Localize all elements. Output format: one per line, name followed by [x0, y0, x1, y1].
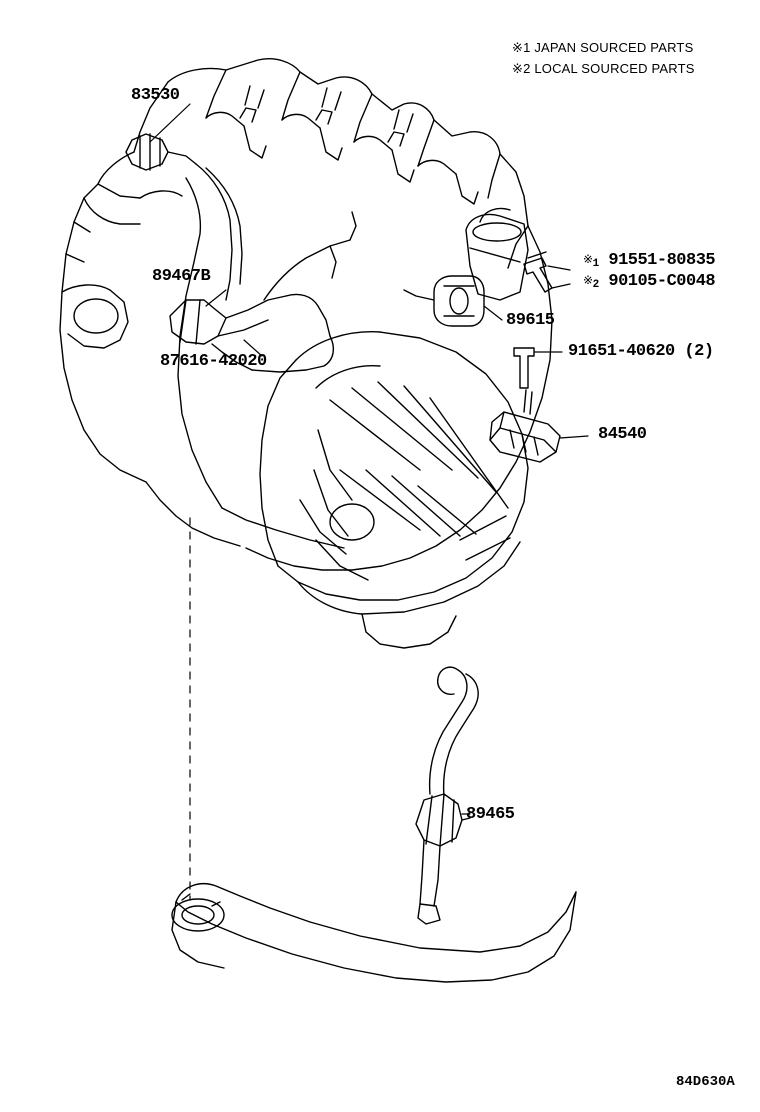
part-84540-sensor	[490, 390, 560, 462]
surge-tank-outline	[466, 209, 528, 301]
note-local-sourced: ※2 LOCAL SOURCED PARTS	[512, 61, 695, 76]
local-source-mark: ※	[583, 273, 593, 287]
engine-block-outline	[146, 178, 552, 570]
exhaust-pipe	[172, 884, 576, 982]
callout-91651-40620[interactable]: 91651-40620 (2)	[568, 342, 714, 361]
callout-89615[interactable]: 89615	[506, 311, 555, 330]
callout-90105-c0048-label: 90105-C0048	[608, 272, 716, 291]
figure-code: 84D630A	[676, 1074, 735, 1090]
part-89615-knock-sensor	[404, 276, 484, 326]
callout-87616-42020[interactable]: 87616-42020	[160, 352, 267, 371]
part-83530-switch	[126, 134, 196, 170]
callout-89465[interactable]: 89465	[466, 805, 515, 824]
japan-source-mark-number: 1	[592, 258, 599, 270]
intake-manifold-outline	[134, 59, 528, 226]
callout-leaders	[150, 104, 588, 814]
local-source-mark-number: 2	[592, 279, 599, 291]
part-91651-bolt	[514, 348, 534, 388]
part-91551-bolt	[524, 252, 552, 292]
engine-front-cover	[60, 152, 182, 482]
callout-84540[interactable]: 84540	[598, 425, 647, 444]
callout-90105-c0048[interactable]	[583, 272, 715, 291]
callout-91551-80835[interactable]	[583, 251, 715, 270]
note-japan-sourced: ※1 JAPAN SOURCED PARTS	[512, 40, 694, 55]
japan-source-mark: ※	[583, 252, 593, 266]
callout-89467b[interactable]: 89467B	[152, 267, 211, 286]
callout-91551-80835-label: 91551-80835	[608, 251, 716, 270]
sensor-harness	[196, 164, 356, 300]
transaxle-housing	[260, 332, 528, 648]
part-89465-sensor	[416, 667, 478, 924]
callout-83530[interactable]: 83530	[131, 86, 180, 105]
